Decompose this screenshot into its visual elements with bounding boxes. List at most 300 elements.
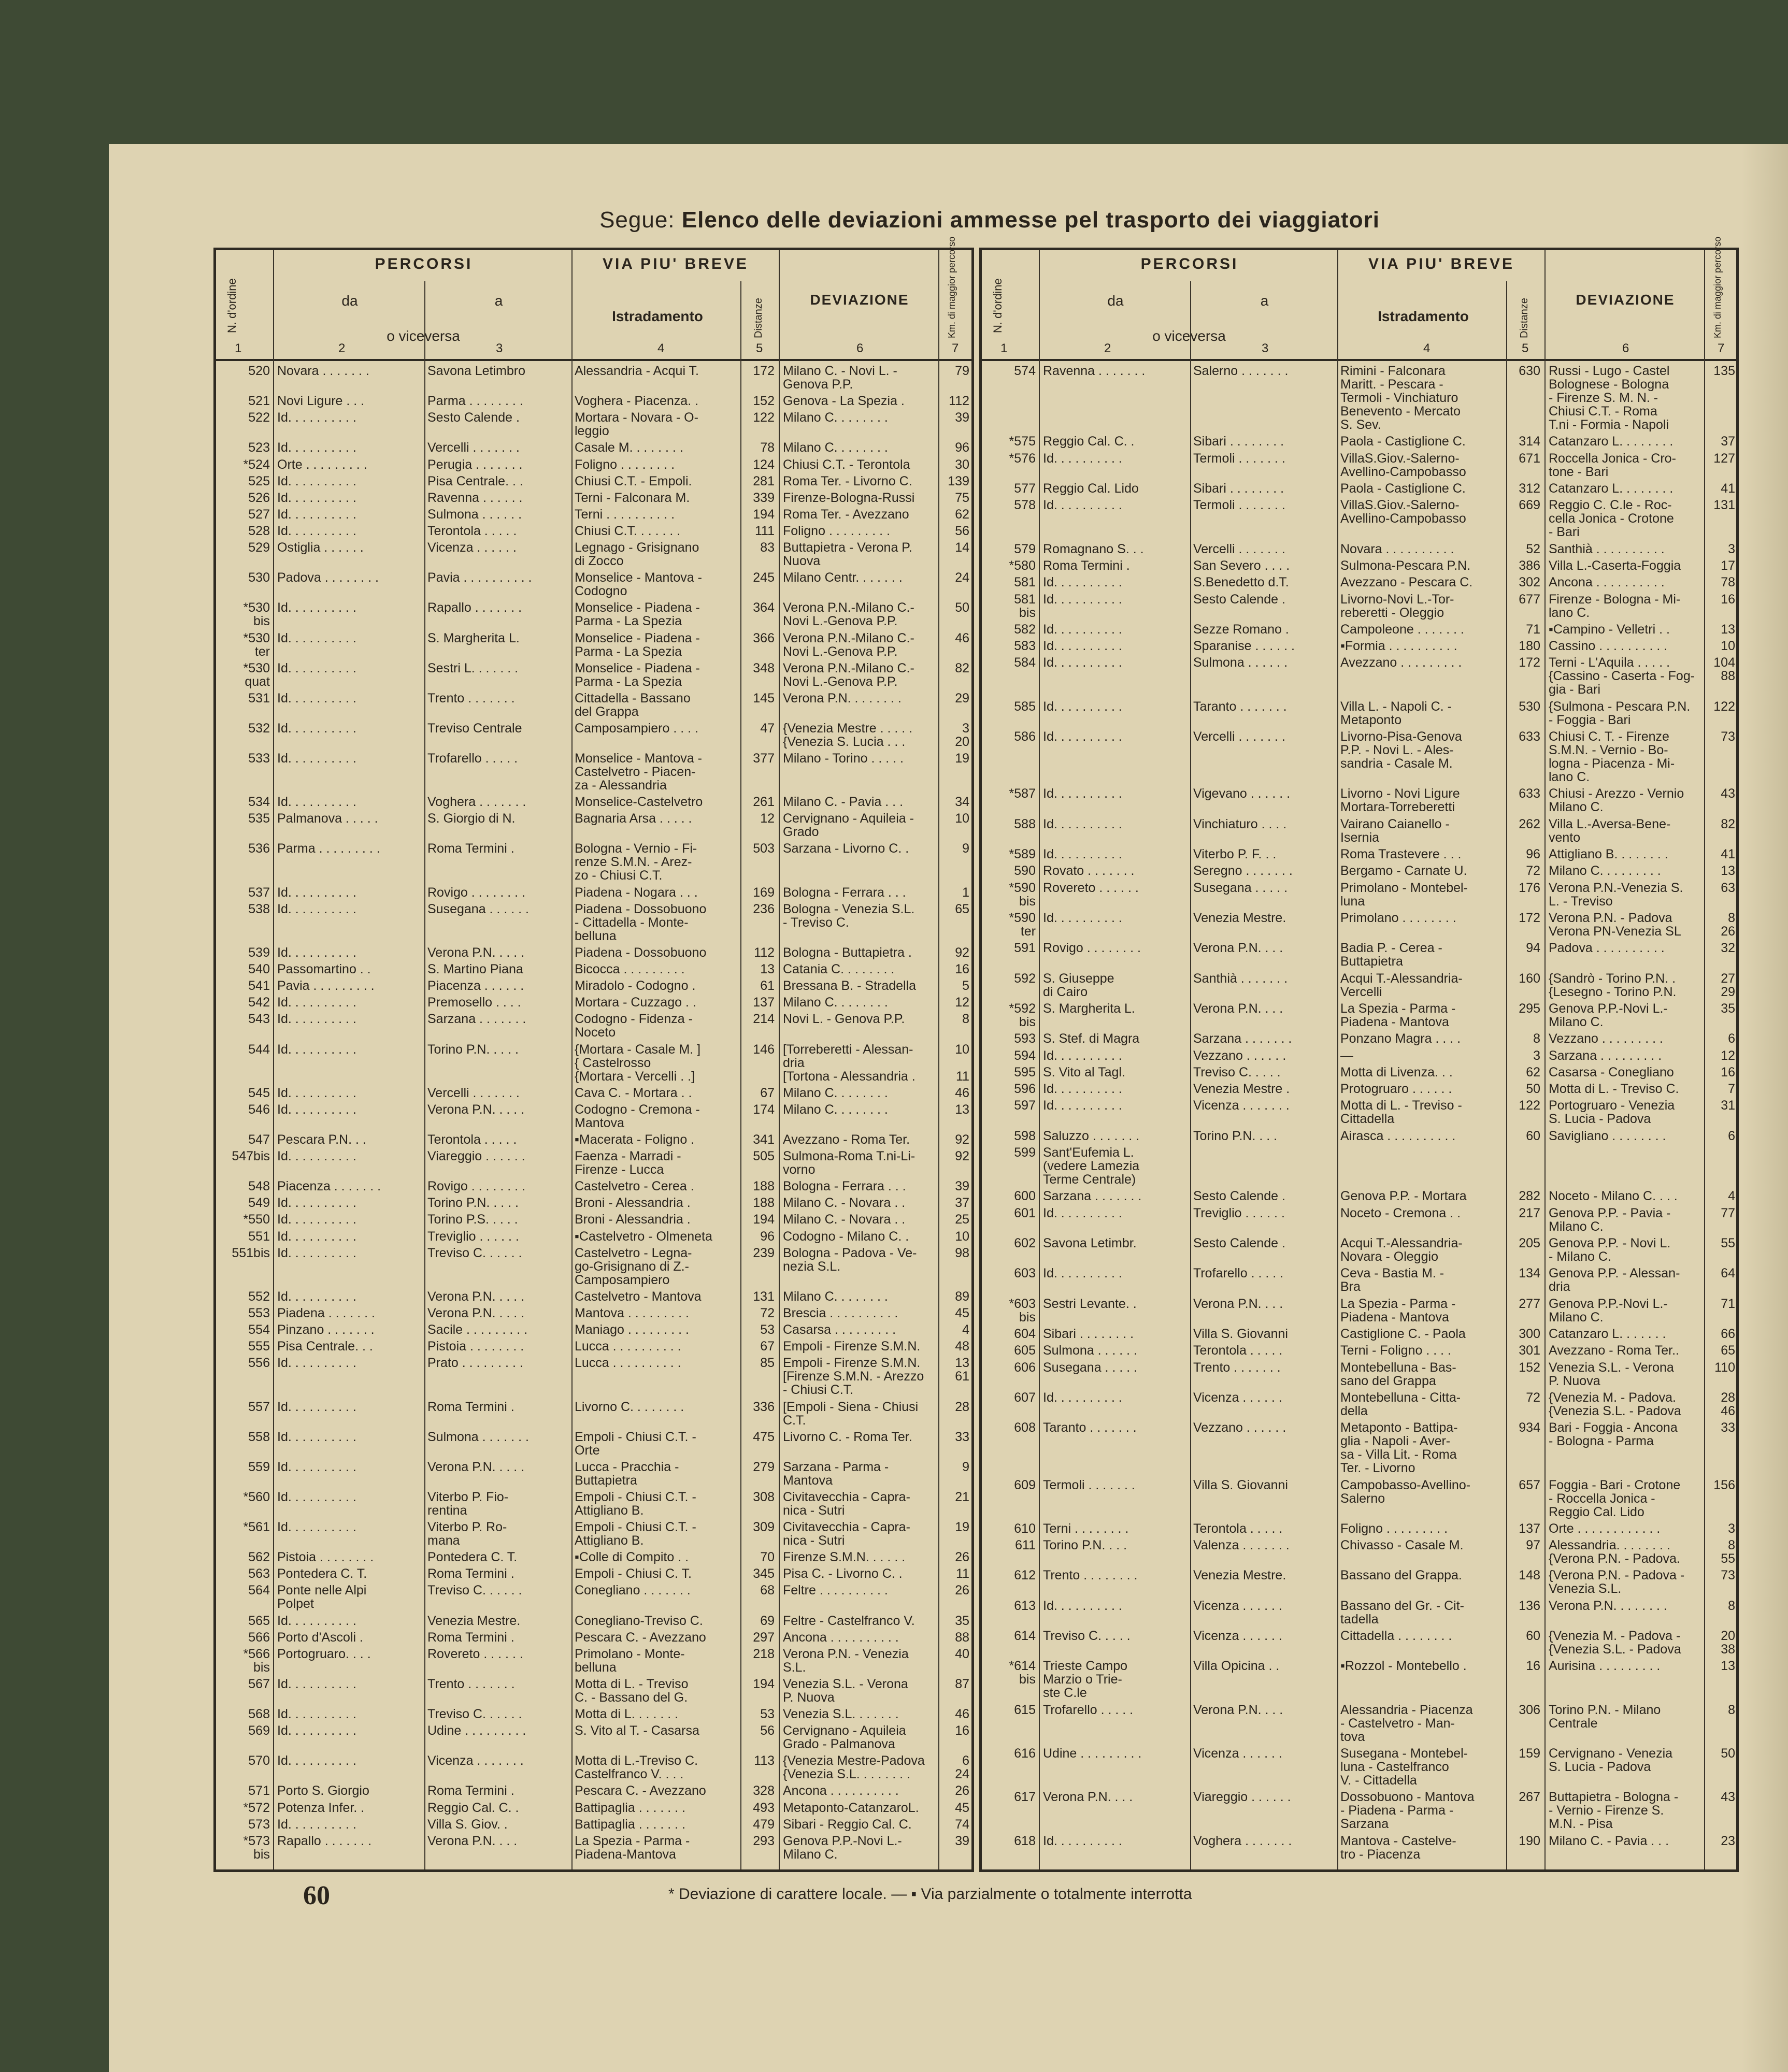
cell-dev: Pisa C. - Livorno C. . [783, 1567, 903, 1581]
cell-n: 612 [1014, 1569, 1036, 1582]
cell-a: Rovereto . . . . . . [427, 1647, 523, 1661]
cell-n: 562 [248, 1550, 270, 1564]
cell-km: 43 [1721, 787, 1735, 801]
cell-n: 537 [248, 885, 270, 899]
header-n-ordine: N. d'ordine [225, 278, 238, 333]
cell-a: Rovigo . . . . . . . . [427, 885, 525, 899]
cell-dev: Sarzana . . . . . . . . . [1549, 1048, 1662, 1062]
cell-dev: {Verona P.N. - Padova - Venezia S.L. [1549, 1569, 1685, 1596]
header-da: da [341, 293, 358, 309]
cell-d: 96 [760, 1229, 775, 1243]
cell-km: 8 26 [1721, 911, 1735, 938]
column-divider [1337, 250, 1338, 1869]
cell-d: 277 [1519, 1297, 1540, 1311]
cell-ist: Motta di L.-Treviso C. Castelfranco V. . . . [575, 1754, 698, 1781]
cell-da: Pescara P.N. . . [277, 1132, 366, 1146]
cell-dev: Bologna - Venezia S.L. - Treviso C. [783, 902, 915, 929]
cell-n: 521 [248, 394, 270, 408]
column-divider [571, 250, 573, 1869]
cell-ist: Castelvetro - Mantova [575, 1289, 702, 1303]
cell-dev: [Torreberetti - Alessan- dria [Tortona - Alessandria . [783, 1042, 916, 1083]
cell-n: 617 [1014, 1790, 1036, 1804]
col-num-6: 6 [856, 341, 864, 355]
cell-km: 41 [1721, 481, 1735, 495]
header-o-viceversa: o viceversa [387, 328, 460, 344]
cell-ist: Broni - Alessandria . [575, 1196, 691, 1210]
cell-da: Palmanova . . . . . [277, 812, 378, 826]
cell-n: 598 [1014, 1129, 1036, 1143]
cell-n: 565 [248, 1614, 270, 1628]
cell-n: 535 [248, 812, 270, 826]
cell-da: Id. . . . . . . . . . [277, 1520, 356, 1534]
cell-ist: Mantova - Castelve- tro - Piacenza [1340, 1834, 1456, 1861]
cell-km: 88 [955, 1630, 969, 1644]
cell-dev: Portogruaro - Venezia S. Lucia - Padova [1549, 1099, 1675, 1126]
cell-d: 267 [1519, 1790, 1540, 1804]
cell-ist: Bicocca . . . . . . . . . [575, 962, 685, 976]
cell-a: Trento . . . . . . . [427, 691, 515, 705]
cell-ist: Conegliano . . . . . . . [575, 1584, 691, 1598]
cell-da: Trento . . . . . . . . [1043, 1569, 1138, 1582]
cell-a: Vicenza . . . . . . . [1193, 1099, 1290, 1113]
cell-dev: Verona P.N. . . . . . . . [783, 691, 902, 705]
cell-dev: Empoli - Firenze S.M.N. [Firenze S.M.N. - Arezzo - Chiusi C.T. [783, 1356, 924, 1397]
cell-n: 599 [1014, 1146, 1036, 1160]
cell-n: 607 [1014, 1390, 1036, 1404]
cell-da: Id. . . . . . . . . . [1043, 699, 1122, 713]
cell-km: 14 [955, 541, 969, 555]
cell-d: 194 [753, 1677, 775, 1691]
cell-da: Id. . . . . . . . . . [277, 1707, 356, 1721]
cell-da: Pontedera C. T. [277, 1567, 367, 1581]
header-distanze: Distanze [753, 298, 764, 338]
cell-d: 239 [753, 1246, 775, 1260]
cell-da: Id. . . . . . . . . . [277, 1229, 356, 1243]
cell-d: 152 [753, 394, 775, 408]
cell-km: 65 [955, 902, 969, 916]
cell-d: 671 [1519, 451, 1540, 465]
cell-dev: Sarzana - Parma - Mantova [783, 1460, 889, 1487]
cell-d: 124 [753, 457, 775, 471]
cell-dev: Milano C. . . . . . . . [783, 1102, 888, 1116]
cell-da: Id. . . . . . . . . . [277, 474, 356, 488]
cell-d: 134 [1519, 1267, 1540, 1280]
cell-a: Sarzana . . . . . . . [1193, 1032, 1292, 1046]
cell-d: 72 [760, 1306, 775, 1320]
cell-n: 571 [248, 1784, 270, 1798]
cell-a: Pavia . . . . . . . . . . [427, 571, 532, 585]
cell-km: 16 [955, 1724, 969, 1738]
cell-n: 530 [248, 571, 270, 585]
cell-km: 25 [955, 1213, 969, 1227]
cell-km: 34 [955, 795, 969, 809]
cell-km: 13 [1721, 864, 1735, 878]
cell-dev: Aurisina . . . . . . . . . [1549, 1659, 1661, 1673]
header-a: a [1260, 293, 1269, 309]
cell-ist: Noceto - Cremona . . [1340, 1206, 1461, 1220]
cell-da: Id. . . . . . . . . . [277, 996, 356, 1010]
cell-ist: Pescara C. - Avezzano [575, 1630, 706, 1644]
cell-ist: Lucca - Pracchia - Buttapietra [575, 1460, 679, 1487]
cell-ist: Terni . . . . . . . . . . [575, 507, 675, 521]
cell-d: 386 [1519, 558, 1540, 572]
cell-ist: Livorno-Novi L.-Tor- reberetti - Oleggio [1340, 592, 1454, 620]
cell-n: 525 [248, 474, 270, 488]
cell-a: Voghera . . . . . . . [1193, 1834, 1292, 1848]
cell-dev: Alessandria. . . . . . . . {Verona P.N. - Padova. [1549, 1538, 1680, 1566]
cell-da: Sulmona . . . . . . [1043, 1344, 1138, 1358]
cell-km: 30 [955, 457, 969, 471]
cell-a: Verona P.N. . . . . [427, 1460, 525, 1474]
cell-d: 261 [753, 795, 775, 809]
cell-ist: Empoli - Chiusi C.T. - Orte [575, 1430, 696, 1457]
cell-d: 297 [753, 1630, 775, 1644]
cell-n: 567 [248, 1677, 270, 1691]
cell-a: Torino P.N. . . . . [427, 1042, 519, 1056]
cell-dev: Savigliano . . . . . . . . [1549, 1129, 1666, 1143]
cell-da: Reggio Cal. C. . [1043, 435, 1135, 449]
cell-da: Sarzana . . . . . . . [1043, 1189, 1142, 1203]
col-num-4: 4 [657, 341, 665, 355]
cell-km: 71 [1721, 1297, 1735, 1311]
cell-km: 16 [955, 962, 969, 976]
cell-dev: Feltre . . . . . . . . . . [783, 1584, 888, 1598]
cell-n: *575 [1009, 435, 1036, 449]
cell-dev: Santhià . . . . . . . . . . [1549, 542, 1665, 556]
cell-dev: Verona P.N. - Padova Verona PN-Venezia SL [1549, 911, 1681, 938]
cell-ist: Terni - Falconara M. [575, 491, 690, 505]
cell-a: Vercelli . . . . . . . [1193, 542, 1285, 556]
cell-dev: Milano C. . . . . . . . [783, 1086, 888, 1100]
cell-da: Verona P.N. . . . [1043, 1790, 1133, 1804]
cell-n: 534 [248, 795, 270, 809]
cell-d: 145 [753, 691, 775, 705]
cell-da: Potenza Infer. . [277, 1801, 365, 1815]
cell-a: Verona P.N. . . . [1193, 1703, 1283, 1717]
cell-n: 613 [1014, 1599, 1036, 1613]
cell-n: 605 [1014, 1344, 1036, 1358]
cell-d: 112 [754, 945, 775, 959]
cell-d: 295 [1519, 1001, 1540, 1015]
cell-a: Sesto Calende . [1193, 1189, 1285, 1203]
cell-a: Prato . . . . . . . . . [427, 1356, 523, 1370]
cell-km: 16 [1721, 1065, 1735, 1079]
cell-km: 104 88 [1713, 656, 1735, 683]
cell-dev: Villa L.-Caserta-Foggia [1549, 558, 1681, 572]
cell-da: Id. . . . . . . . . . [1043, 1834, 1122, 1848]
cell-d: 366 [753, 631, 775, 645]
cell-ist: Montebelluna - Citta- della [1340, 1390, 1461, 1418]
cell-n: 588 [1014, 817, 1036, 831]
cell-km: 74 [955, 1817, 969, 1831]
cell-a: Rapallo . . . . . . . [427, 601, 522, 615]
cell-ist: Chiusi C.T. . . . . . . [575, 524, 681, 538]
cell-km: 8 55 [1721, 1538, 1735, 1566]
cell-ist: Motta di L. - Treviso - Cittadella [1340, 1099, 1462, 1126]
cell-a: Savona Letimbro [427, 364, 526, 378]
cell-dev: Bari - Foggia - Ancona - Bologna - Parma [1549, 1421, 1678, 1448]
cell-ist: Acqui T.-Alessandria- Vercelli [1340, 971, 1463, 999]
cell-ist: Dossobuono - Mantova - Piadena - Parma - Sarzana [1340, 1790, 1475, 1831]
cell-dev: Casarsa - Conegliano [1549, 1065, 1674, 1079]
cell-a: Sesto Calende . [1193, 1236, 1285, 1250]
cell-da: Id. . . . . . . . . . [1043, 1048, 1122, 1062]
cell-a: Verona P.N. . . . [1193, 1297, 1283, 1311]
cell-d: 348 [753, 661, 775, 675]
cell-d: 159 [1519, 1747, 1540, 1761]
cell-a: Terontola . . . . . [1193, 1344, 1283, 1358]
cell-da: Id. . . . . . . . . . [277, 1490, 356, 1504]
cell-dev: Milano C. . . . . . . . [783, 996, 888, 1010]
cell-ist: Battipaglia . . . . . . . [575, 1817, 685, 1831]
cell-a: Vicenza . . . . . . . [427, 1754, 524, 1768]
cell-ist: Sulmona-Pescara P.N. [1340, 558, 1471, 572]
cell-ist: Codogno - Fidenza - Noceto [575, 1012, 693, 1040]
cell-a: Treviso C. . . . . [1193, 1065, 1281, 1079]
heading-title: Elenco delle deviazioni ammesse pel trasporto dei viaggiatori [681, 207, 1380, 233]
cell-dev: ▪Campino - Velletri . . [1549, 622, 1670, 636]
cell-ist: Airasca . . . . . . . . . . [1340, 1129, 1456, 1143]
cell-ist: Chiusi C.T. - Empoli. [575, 474, 692, 488]
cell-n: 603 [1014, 1267, 1036, 1280]
cell-n: 581 bis [1014, 592, 1036, 620]
cell-d: 137 [1519, 1521, 1540, 1535]
cell-n: 582 [1014, 622, 1036, 636]
cell-dev: Venezia S.L. - Verona P. Nuova [1549, 1360, 1674, 1388]
cell-a: Terontola . . . . . [427, 524, 517, 538]
cell-km: 35 [955, 1614, 969, 1628]
table-header [982, 236, 1736, 361]
cell-n: 546 [248, 1102, 270, 1116]
cell-ist: Villa L. - Napoli C. - Metaponto [1340, 699, 1452, 727]
cell-km: 65 [1721, 1344, 1735, 1358]
cell-da: Id. . . . . . . . . . [277, 1430, 356, 1444]
cell-da: Savona Letimbr. [1043, 1236, 1137, 1250]
cell-dev: Padova . . . . . . . . . . [1549, 941, 1665, 955]
header-via-piu-breve: VIA PIU' BREVE [1368, 255, 1515, 272]
cell-da: Parma . . . . . . . . . [277, 842, 380, 856]
cell-km: 62 [955, 507, 969, 521]
cell-da: Sestri Levante. . [1043, 1297, 1137, 1311]
cell-km: 9 [962, 842, 969, 856]
cell-dev: Firenze S.M.N. . . . . . [783, 1550, 906, 1564]
cell-a: Vicenza . . . . . . [1193, 1629, 1282, 1643]
cell-dev: Verona P.N. . . . . . . . [1549, 1599, 1667, 1613]
cell-n: 585 [1014, 699, 1036, 713]
cell-n: *560 [243, 1490, 270, 1504]
cell-d: 160 [1519, 971, 1540, 985]
cell-ist: Foligno . . . . . . . . . [1340, 1521, 1448, 1535]
cell-dev: Villa L.-Aversa-Bene- vento [1549, 817, 1671, 844]
cell-dev: Catanzaro L. . . . . . . [1549, 1327, 1666, 1341]
cell-km: 78 [1721, 575, 1735, 589]
cell-ist: Paola - Castiglione C. [1340, 435, 1466, 449]
col-num-1: 1 [235, 341, 242, 355]
cell-dev: [Empoli - Siena - Chiusi C.T. [783, 1400, 919, 1427]
cell-ist: ▪Colle di Compito . . [575, 1550, 689, 1564]
cell-ist: Motta di L. - Treviso C. - Bassano del G. [575, 1677, 689, 1704]
cell-a: Terontola . . . . . [1193, 1521, 1283, 1535]
cell-da: Id. . . . . . . . . . [277, 1614, 356, 1628]
cell-dev: Catanzaro L. . . . . . . . [1549, 435, 1673, 449]
cell-da: Piadena . . . . . . . [277, 1306, 375, 1320]
cell-ist: Lucca . . . . . . . . . . [575, 1340, 681, 1354]
cell-da: Id. . . . . . . . . . [1043, 1267, 1122, 1280]
cell-d: 475 [753, 1430, 775, 1444]
header-km-maggior: Km. di maggior percorso [947, 236, 957, 338]
cell-km: 19 [955, 1520, 969, 1534]
deviations-table-left [213, 236, 974, 1872]
cell-n: 581 [1014, 575, 1036, 589]
cell-da: Id. . . . . . . . . . [277, 1149, 356, 1163]
cell-km: 122 [1713, 699, 1735, 713]
cell-n: 543 [248, 1012, 270, 1026]
header-istradamento: Istradamento [1378, 308, 1469, 324]
cell-ist: Voghera - Piacenza. . [575, 394, 699, 408]
cell-d: 47 [760, 721, 775, 735]
cell-da: Id. . . . . . . . . . [277, 1817, 356, 1831]
cell-km: 7 [1728, 1082, 1735, 1096]
cell-km: 10 [955, 1229, 969, 1243]
cell-d: 217 [1519, 1206, 1540, 1220]
cell-km: 112 [949, 394, 969, 408]
cell-d: 146 [753, 1042, 775, 1056]
cell-km: 10 [1721, 639, 1735, 653]
cell-dev: Ancona . . . . . . . . . . [1549, 575, 1665, 589]
cell-dev: Motta di L. - Treviso C. [1549, 1082, 1679, 1096]
cell-dev: {Venezia M. - Padova - {Venezia S.L. - Padova [1549, 1629, 1681, 1657]
cell-n: *550 [243, 1213, 270, 1227]
cell-ist: ▪Castelvetro - Olmeneta [575, 1229, 712, 1243]
cell-dev: Sarzana - Livorno C. . [783, 842, 909, 856]
cell-d: 312 [1519, 481, 1540, 495]
cell-n: 531 [248, 691, 270, 705]
cell-da: Reggio Cal. Lido [1043, 481, 1139, 495]
cell-km: 12 [955, 996, 969, 1010]
cell-ist: Monselice - Piadena - Parma - La Spezia [575, 601, 700, 628]
cell-da: Ostiglia . . . . . . [277, 541, 364, 555]
cell-dev: Foggia - Bari - Crotone - Roccella Jonica - Reggio Cal. Lido [1549, 1478, 1681, 1519]
cell-n: 538 [248, 902, 270, 916]
cell-a: Vinchiaturo . . . . [1193, 817, 1287, 831]
cell-a: Vicenza . . . . . . [427, 541, 517, 555]
cell-n: 529 [248, 541, 270, 555]
cell-a: S. Giorgio di N. [427, 812, 516, 826]
cell-d: 70 [760, 1550, 775, 1564]
cell-km: 6 [1728, 1129, 1735, 1143]
cell-dev: Cervignano - Aquileia Grado - Palmanova [783, 1724, 906, 1751]
cell-km: 50 [1721, 1747, 1735, 1761]
cell-da: Id. . . . . . . . . . [277, 1102, 356, 1116]
cell-da: Rovato . . . . . . . [1043, 864, 1135, 878]
cell-ist: Metaponto - Battipa- glia - Napoli - Aver- sa - Villa Lit. - Roma Ter. - Livorno [1340, 1421, 1458, 1475]
cell-n: *603 bis [1009, 1297, 1036, 1324]
cell-dev: Bologna - Buttapietra . [783, 945, 912, 959]
cell-ist: Piadena - Dossobuono [575, 945, 707, 959]
cell-ist: Avezzano . . . . . . . . . [1340, 656, 1462, 670]
cell-d: 60 [1526, 1129, 1540, 1143]
cell-n: 547 [248, 1132, 270, 1146]
cell-da: S. Vito al Tagl. [1043, 1065, 1125, 1079]
cell-ist: VillaS.Giov.-Salerno- Avellino-Campobasso [1340, 498, 1466, 526]
footer-note: * Deviazione di carattere locale. — ▪ Via parzialmente o totalmente interrotta [668, 1886, 1192, 1903]
cell-n: 541 [248, 979, 270, 993]
cell-km: 21 [955, 1490, 969, 1504]
cell-ist: Acqui T.-Alessandria- Novara - Oleggio [1340, 1236, 1463, 1264]
cell-n: 570 [248, 1754, 270, 1768]
cell-dev: Verona P.N.-Milano C.- Novi L.-Genova P.P. [783, 631, 914, 658]
cell-n: 600 [1014, 1189, 1036, 1203]
cell-dev: Firenze-Bologna-Russi [783, 491, 915, 505]
cell-a: Verona P.N. . . . [1193, 941, 1283, 955]
cell-da: Id. . . . . . . . . . [277, 631, 356, 645]
cell-a: Treviso Centrale [427, 721, 522, 735]
cell-a: Verona P.N. . . . [427, 1834, 518, 1848]
cell-d: 176 [1519, 881, 1540, 895]
cell-km: 4 [962, 1323, 969, 1337]
cell-n: *590 bis [1009, 881, 1036, 908]
cell-ist: Monselice-Castelvetro [575, 795, 703, 809]
header-deviazione: DEVIAZIONE [810, 292, 909, 308]
cell-n: 609 [1014, 1478, 1036, 1492]
column-divider [424, 281, 425, 1869]
cell-a: S. Margherita L. [427, 631, 520, 645]
cell-km: 9 [962, 1460, 969, 1474]
cell-km: 50 [955, 601, 969, 615]
cell-a: Premosello . . . . [427, 996, 521, 1010]
cell-ist: Castiglione C. - Paola [1340, 1327, 1466, 1341]
cell-km: 5 [962, 979, 969, 993]
cell-d: 56 [760, 1724, 775, 1738]
cell-n: 611 [1015, 1538, 1036, 1552]
page-curl-shade [1741, 144, 1788, 2072]
cell-n: *590 ter [1009, 911, 1036, 938]
cell-km: 10 11 [955, 1042, 969, 1083]
cell-km: 4 [1728, 1189, 1735, 1203]
cell-n: *614 bis [1009, 1659, 1036, 1687]
cell-a: Villa S. Giovanni [1193, 1478, 1288, 1492]
cell-n: *530 bis [243, 601, 270, 628]
cell-km: 8 [1728, 1703, 1735, 1717]
column-divider [1544, 250, 1546, 1869]
cell-km: 6 24 [955, 1754, 969, 1781]
cell-dev: {Sandrò - Torino P.N. . {Lesegno - Torino P.N. [1549, 971, 1677, 999]
cell-da: Id. . . . . . . . . . [277, 1677, 356, 1691]
cell-ist: Codogno - Cremona - Mantova [575, 1102, 700, 1130]
cell-da: Id. . . . . . . . . . [277, 441, 356, 455]
cell-d: 67 [760, 1086, 775, 1100]
cell-da: Terni . . . . . . . . [1043, 1521, 1129, 1535]
cell-da: Porto d'Ascoli . [277, 1630, 363, 1644]
cell-d: 94 [1526, 941, 1540, 955]
cell-dev: Feltre - Castelfranco V. [783, 1614, 915, 1628]
cell-a: Trento . . . . . . . [427, 1677, 515, 1691]
cell-a: Viareggio . . . . . . [427, 1149, 525, 1163]
cell-a: Venezia Mestre . [1193, 1082, 1290, 1096]
header-istradamento: Istradamento [612, 308, 703, 324]
cell-km: 82 [955, 661, 969, 675]
cell-a: Sulmona . . . . . . . [427, 1430, 529, 1444]
cell-a: Vezzano . . . . . . [1193, 1048, 1286, 1062]
cell-d: 85 [760, 1356, 775, 1370]
cell-d: 61 [760, 979, 775, 993]
cell-ist: Mantova . . . . . . . . . [575, 1306, 689, 1320]
header-percorsi: PERCORSI [1140, 255, 1239, 272]
cell-da: Portogruaro. . . . [277, 1647, 371, 1661]
cell-a: Piacenza . . . . . . [427, 979, 524, 993]
cell-da: Id. . . . . . . . . . [1043, 656, 1122, 670]
cell-da: Romagnano S. . . [1043, 542, 1144, 556]
